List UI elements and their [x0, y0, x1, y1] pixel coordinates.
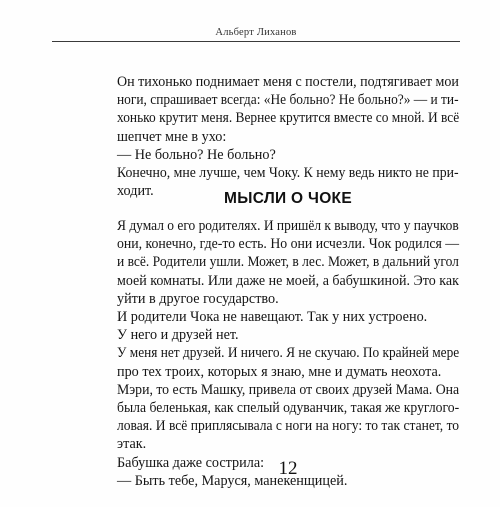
text-line: Конечно, мне лучше, чем Чоку. К нему ведь никто не при-	[117, 165, 459, 182]
running-head-author: Альберт Лиханов	[215, 27, 297, 38]
page-number: 12	[278, 458, 298, 479]
text-line: и всё. Родители ушли. Может, в лес. Может, в дальний угол	[117, 254, 459, 271]
text-line: они, конечно, где-то есть. Но они исчезли. Чок родился —	[117, 236, 460, 253]
text-line: У меня нет друзей. И ничего. Я не скучаю. По крайней мере	[117, 345, 460, 362]
text-line: хонько крутит меня. Вернее крутится вместе со мной. И всё	[117, 110, 460, 127]
text-line: шепчет мне в ухо:	[117, 128, 227, 145]
text-line: У него и друзей нет.	[117, 327, 239, 344]
text-line: — Не больно? Не больно?	[117, 146, 276, 163]
text-line: была беленькая, как спелый одуванчик, такая же круглого-	[117, 400, 460, 417]
text-line: Я думал о его родителях. И пришёл к выводу, что у паучков	[117, 218, 459, 234]
text-block-intro	[117, 73, 459, 200]
text-line: уйти в другое государство.	[117, 290, 279, 307]
text-line: моей комнаты. Или даже не моей, а бабушкиной. Это как	[117, 272, 459, 289]
text-line: Бабушка даже сострила:	[117, 454, 265, 471]
text-block-chapter	[117, 217, 459, 490]
text-line: этак.	[117, 436, 147, 453]
text-line: Он тихонько поднимает меня с постели, подтягивает мои	[117, 74, 459, 90]
section-title: МЫСЛИ О ЧОКЕ	[224, 190, 352, 207]
text-line: И родители Чока не навещают. Так у них устроено.	[117, 309, 428, 326]
text-line: — Быть тебе, Маруся, манекенщицей.	[117, 472, 348, 489]
text-line: Мэри, то есть Машку, привела от своих друзей Мама. Она	[117, 381, 460, 398]
text-line: ходит.	[117, 183, 154, 200]
text-line: ноги, спрашивает всегда: «Не больно? Не больно?» — и ти-	[117, 92, 459, 109]
header-rule	[52, 41, 460, 42]
text-line: ловая. И всё приплясывала с ноги на ногу: то так станет, то	[117, 418, 460, 435]
text-line: про тех троих, которых я знаю, мне и думать неохота.	[117, 363, 442, 380]
